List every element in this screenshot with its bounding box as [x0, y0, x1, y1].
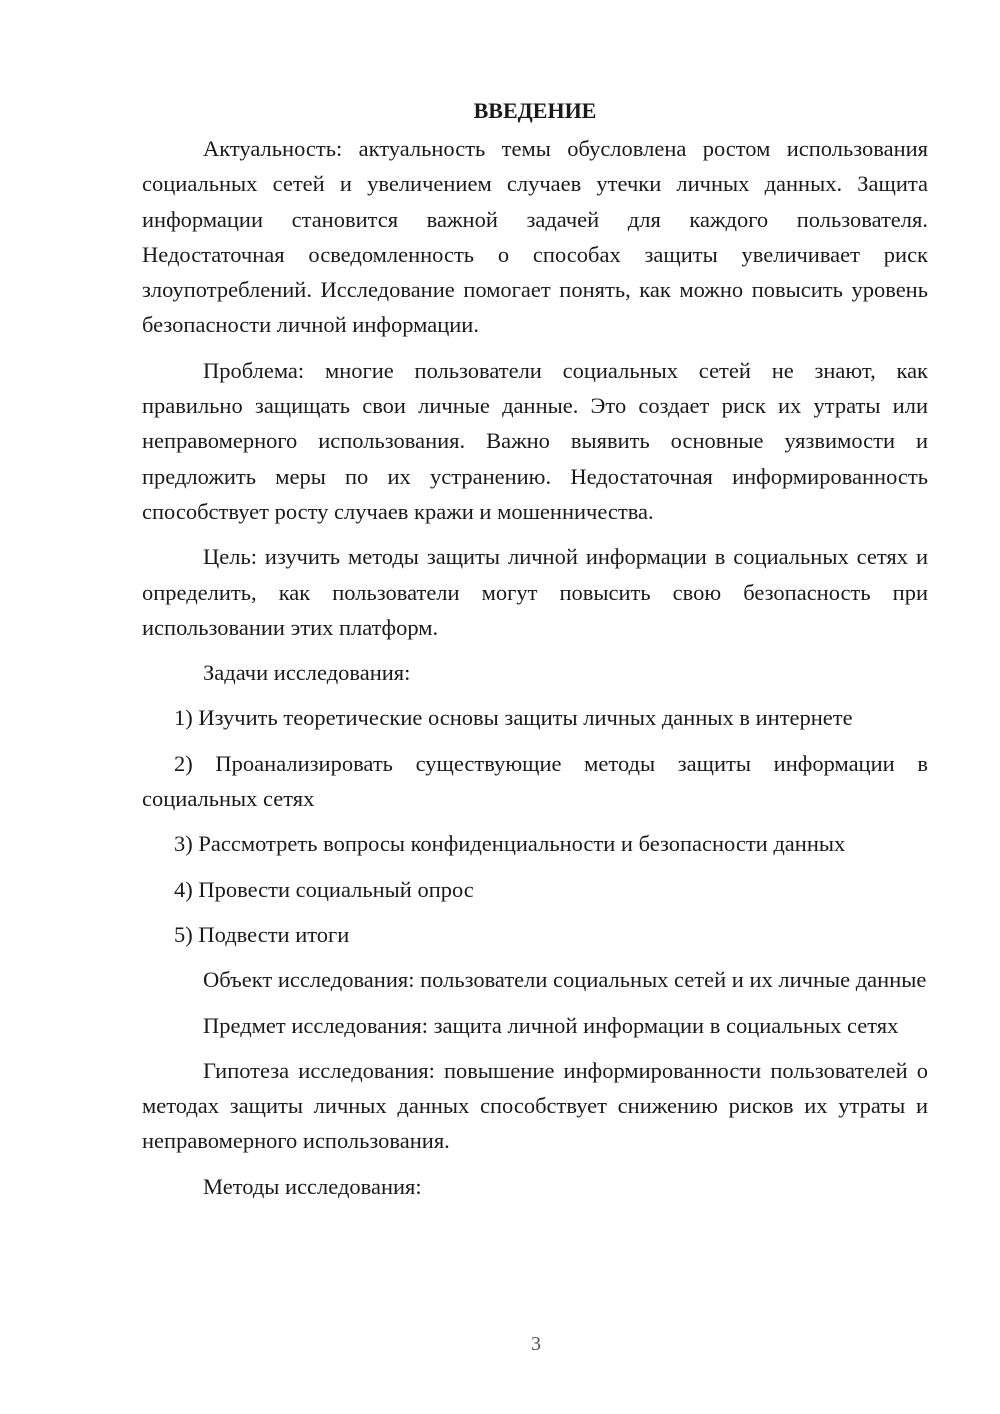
- task-item-1: 1) Изучить теоретические основы защиты личных данных в интернете: [174, 705, 853, 731]
- document-page: [142, 94, 928, 1214]
- paragraph-tasks-heading: Задачи исследования:: [203, 660, 411, 686]
- page-number: 3: [531, 1333, 541, 1355]
- paragraph-object: Объект исследования: пользователи социальных сетей и их личные данные: [203, 967, 927, 993]
- paragraph-relevance: Актуальность: актуальность темы обусловлена ростом использования социальных сетей и увеличением случаев утечки личных данных. Защита информации становится важной задачей для каждого пользователя. Недостаточная осведомленность о способах защиты увеличивает риск злоупотреблений. Исследование помогает понять, как можно повысить уровень безопасности личной информации.: [142, 136, 928, 338]
- paragraph-methods: Методы исследования:: [203, 1173, 422, 1199]
- paragraph-hypothesis: Гипотеза исследования: повышение информированности пользователей о методах защиты личных данных способствует снижению рисков их утраты и неправомерного использования.: [142, 1057, 928, 1154]
- paragraph-subject: Предмет исследования: защита личной информации в социальных сетях: [203, 1012, 899, 1038]
- task-item-4: 4) Провести социальный опрос: [174, 876, 474, 902]
- task-item-3: 3) Рассмотреть вопросы конфиденциальности и безопасности данных: [174, 831, 846, 857]
- page-title: ВВЕДЕНИЕ: [473, 98, 597, 123]
- paragraph-problem: Проблема: многие пользователи социальных сетей не знают, как правильно защищать свои личные данные. Это создает риск их утраты или неправомерного использования. Важно выявить основные уязвимости и предложить меры по их устранению. Недостаточная информированность способствует росту случаев кражи и мошенничества.: [142, 357, 928, 524]
- task-item-2: 2) Проанализировать существующие методы защиты информации в социальных сетях: [142, 750, 928, 812]
- paragraph-goal: Цель: изучить методы защиты личной информации в социальных сетях и определить, как пользователи могут повысить свою безопасность при использовании этих платформ.: [142, 544, 928, 640]
- task-item-5: 5) Подвести итоги: [174, 921, 350, 947]
